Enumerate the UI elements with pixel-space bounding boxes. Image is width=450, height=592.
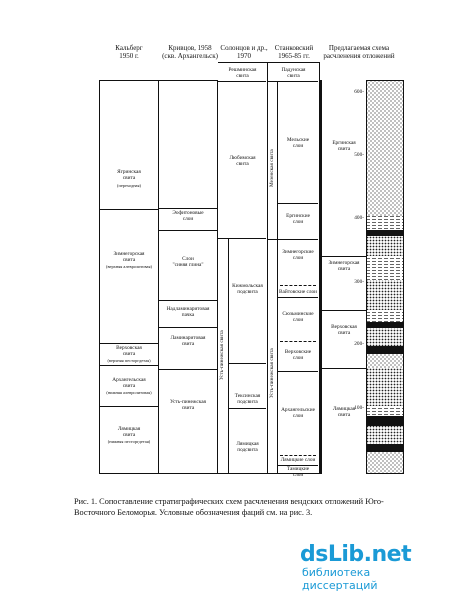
nadlaminarit-label: Надламинаритовая пачка xyxy=(166,306,210,318)
tekhnov-label: Тексинская подсвита xyxy=(234,393,261,405)
yagrinskaya-label: Ягринская свита xyxy=(117,169,141,181)
watermark xyxy=(300,538,448,592)
header-solontsov: Солонцов и др., 1970 xyxy=(220,44,268,60)
zimnegorskaya-sub: (верхняя алевролитовая) xyxy=(106,264,152,269)
header-stankovsky: Станковский 1965-85 гг. xyxy=(274,44,314,60)
depth-tick: 200- xyxy=(354,341,364,347)
tamitskie-label: Тамицкие слои xyxy=(286,466,310,478)
yagrinskaya-sub: (переходная) xyxy=(117,183,141,188)
watermark-tagline: библиотека диссертаций xyxy=(302,566,378,592)
depth-tick: 600- xyxy=(354,89,364,95)
col-solontsov xyxy=(218,62,268,474)
col-stankovsky xyxy=(268,62,320,478)
zimnegorskaya-5-label: Зимнегорская свита xyxy=(328,260,360,272)
mezenskaya-vert: Мезенская свита xyxy=(269,149,275,187)
depth-tick: 100- xyxy=(354,405,364,411)
figure-caption: Рис. 1. Сопоставление стратиграфических схем расчленения вендских отложений Юго-Восточного Беломорья. Условные обозначения фаций см. на рис. 3. xyxy=(74,497,384,517)
syuzminskie-label: Сюзьминские слои xyxy=(282,311,314,323)
arkhangelskaya-sub: (нижняя алевролитовая) xyxy=(106,390,152,395)
lyamitskaya-3-label: Лямицкая подсвита xyxy=(236,441,259,453)
vaitsevskie-label: Вайтовские слои xyxy=(279,289,317,295)
depth-tick: 300- xyxy=(354,279,364,285)
reshminskaya-label: Решминская свита xyxy=(228,67,257,79)
verkhovskaya-5-label: Верховская свита xyxy=(331,324,357,336)
erginskie-label: Ергинские слои xyxy=(286,213,310,225)
header-proposed: Предлагаемая схема расчленения отложений xyxy=(323,44,395,60)
melskie-label: Мельские слои xyxy=(286,137,310,149)
laminarit-label: Ламинаритовая свита xyxy=(170,335,206,347)
lithology-column xyxy=(366,80,404,474)
lyamitskaya-label: Лямицкая свита xyxy=(117,426,141,438)
header-krivtsov: Кривцов, 1958 (скв. Архангельск) xyxy=(162,44,218,60)
col-krivtsov xyxy=(159,80,218,474)
depth-tick: 400- xyxy=(354,215,364,221)
ustpinezh-vert-3: Усть-пинежская свита xyxy=(219,330,225,381)
ustpinezh-vert-4: Усть-пинежская свита xyxy=(269,348,275,398)
depth-tick: 500- xyxy=(354,152,364,158)
lyubimskaya-label: Любимская свита xyxy=(229,155,256,167)
verkhovskaya-sub: (верхняя песторгдетая) xyxy=(107,358,151,363)
col-kalberg xyxy=(99,80,159,474)
lyamitskaya-sub: (нижняя песторгдетая) xyxy=(107,439,151,444)
kozhmolsk-label: Кижмольская подсвита xyxy=(232,283,263,295)
zimnegorskaya-label: Зимнегорская свита xyxy=(113,251,145,263)
arkhangelskaya-label: Архангельская свита xyxy=(112,377,146,389)
verkhovskaya-label: Верховская свита xyxy=(116,345,142,357)
eofiton-label: Эофитоновые слои xyxy=(172,210,204,222)
sinyaya-label: Слои "синяя глина" xyxy=(172,256,204,268)
zimnegorskie-label: Зимнегорские слои xyxy=(282,249,314,261)
arkhangelskie-label: Архангельские слои xyxy=(281,407,315,419)
dslib-logo-icon xyxy=(300,542,411,567)
ustpinezh-label: Усть-пинежская свита xyxy=(169,399,206,411)
col-proposed xyxy=(320,80,404,474)
padunskaya-label: Падунская свита xyxy=(281,67,306,79)
header-kalberg: Кальберг 1950 г. xyxy=(115,44,143,60)
erginskaya-label: Ергинская свита xyxy=(332,140,356,152)
watermark-brand: dsLib.net xyxy=(300,542,412,567)
lyamitskie-label: Лямицкие слои xyxy=(280,457,316,463)
lyamitskaya-5-label: Лямицкая свита xyxy=(332,406,356,418)
verkhovskie-label: Верховские слои xyxy=(284,349,312,361)
